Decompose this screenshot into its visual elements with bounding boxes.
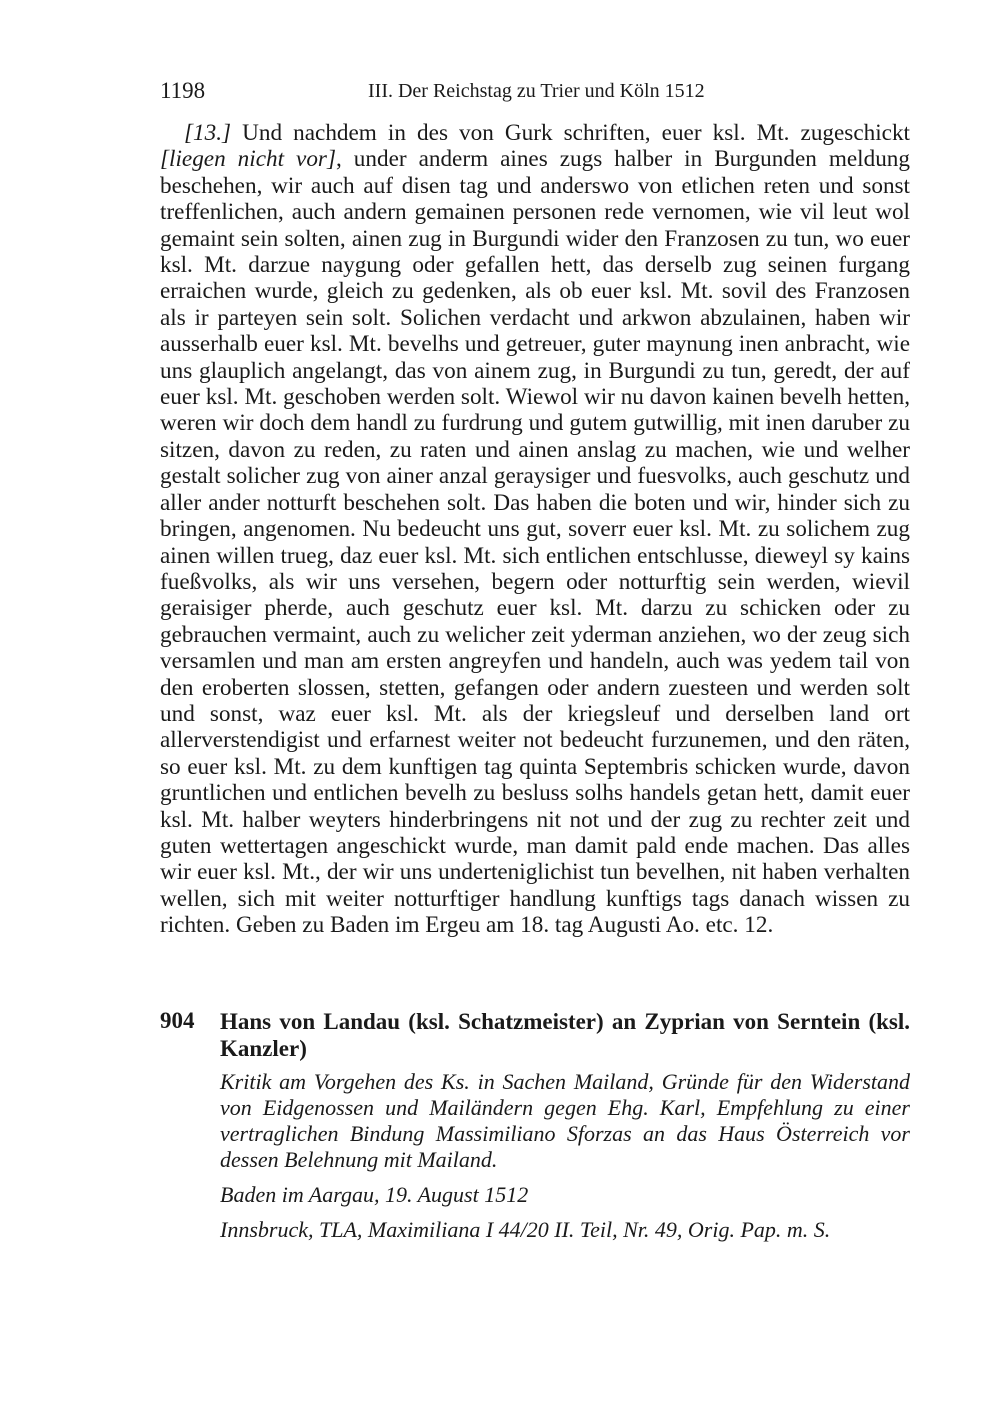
document-title: Hans von Landau (ksl. Schatzmeister) an Zyprian von Serntein (ksl. Kanzler) — [220, 1009, 910, 1061]
document-place-date: Baden im Aargau, 19. August 1512 — [220, 1182, 529, 1207]
running-title: III. Der Reichstag zu Trier und Köln 1512 — [368, 80, 705, 102]
section-marker: [13.] — [184, 120, 232, 146]
editorial-note: [liegen nicht vor] — [160, 146, 336, 173]
document-number: 904 — [160, 1008, 195, 1033]
page-header — [160, 78, 910, 108]
document-archive-reference: Innsbruck, TLA, Maximiliana I 44/20 II. Teil, Nr. 49, Orig. Pap. m. S. — [220, 1217, 831, 1242]
document-entry — [160, 1008, 910, 1243]
body-paragraph — [160, 120, 910, 939]
document-regest: Kritik am Vorgehen des Ks. in Sachen Mailand, Gründe für den Widerstand von Eidgenossen und Mailändern gegen Ehg. Karl, Empfehlung zu einer vertraglichen Bindung Massimiliano Sforzas an das Haus Österreich vor dessen Belehnung mit Mailand. — [220, 1069, 910, 1172]
body-text-part-2: , under anderm aines zugs halber in Burgunden meldung beschehen, wir auch auf disen tag und anderswo von etlichen reten und sonst treffenlichen, auch andern gemainen personen rede vernomen, wie vil leut wol gemaint sein solten, ainen zug in Burgundi wider den Franzosen zu tun, wo euer ksl. Mt. darzue naygung oder gefallen hett, das derselb zug seinen furgang erraichen wurde, gleich zu gedenken, als ob euer ksl. Mt. sovil des Franzosen als ir parteyen sein solt. Solichen verdacht und arkwon abzulainen, haben wir ausserhalb euer ksl. Mt. bevelhs und getreuer, guter maynung inen anbracht, wie uns glauplich angelangt, das von ainem zug, in Burgundi zu tun, geredt, der auf euer ksl. Mt. geschoben werden solt. Wiewol wir nu davon kainen bevelh hetten, weren wir doch dem handl zu furdrung und gutem gutwillig, mit inen daruber zu sitzen, davon zu reden, zu raten und ainen anslag zu machen, wie und welher gestalt solicher zug von ainer anzal geraysiger und fuesvolks, auch geschutz und aller ander notturft beschehen solt. Das haben die boten und wir, hinder sich zu bringen, angenomen. Nu bedeucht uns gut, soverr euer ksl. Mt. zu solichem zug ainen willen trueg, daz euer ksl. Mt. sich entlichen entschlusse, dieweyl sy kains fueßvolks, als wir uns versehen, begern oder notturftig sein werden, wievil geraisiger pherde, auch geschutz euer ksl. Mt. darzu zu schicken oder zu gebrauchen vermaint, auch zu welicher zeit yderman anziehen, wo der zeug sich versamlen und man am ersten angreyfen und handeln, auch was yedem tail von den eroberten slossen, stetten, gefangen oder andern zuesteen und werden solt und sonst, waz euer ksl. Mt. als der kriegsleuf und derselben land ort allerverstendigist und erfarnest weiter not bedeucht furzunemen, und den räten, so euer ksl. Mt. zu dem kunftigen tag quinta Septembris schicken wurde, davon gruntlichen und entlichen bevelh zu besluss solhs handels getan hett, damit euer ksl. Mt. halber weyters hinderbringens nit not und der zug zu rechter zeit und guten wettertagen angeschickt wurde, man damit pald ende machen. Das alles wir euer ksl. Mt., der wir uns underteniglichist tun bevelhen, nit haben verhalten wellen, sich mit weiter notturftiger handlung kunftigs tags danach wissen zu richten. Geben zu Baden im Ergeu am 18. tag Augusti Ao. etc. 12. — [160, 146, 910, 939]
body-text-part-1: Und nachdem in des von Gurk schriften, euer ksl. Mt. zugeschickt — [231, 120, 910, 146]
page-number: 1198 — [160, 78, 206, 103]
